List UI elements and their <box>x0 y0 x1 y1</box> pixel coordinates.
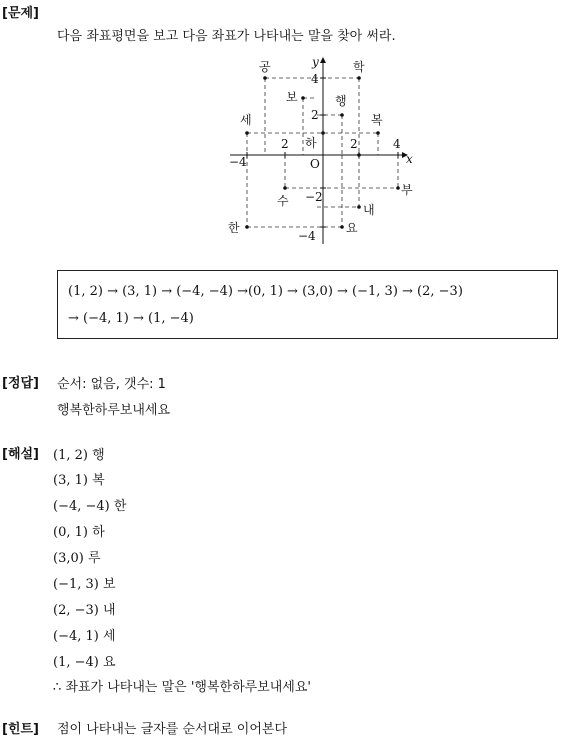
origin-label: O <box>310 157 320 171</box>
hint-tag: [힌트] <box>2 722 39 737</box>
tick-label: −4 <box>298 229 316 243</box>
explanation-item: (−4, −4) 한 <box>53 499 127 514</box>
point-label: 학 <box>353 60 365 74</box>
tick-label: 4 <box>311 72 319 86</box>
explanation-tag: [해설] <box>2 447 39 462</box>
point-yo <box>340 225 344 229</box>
tick-label: 2 <box>311 108 319 122</box>
point-label: 행 <box>335 94 347 108</box>
answer-tag: [정답] <box>2 376 39 391</box>
point-se <box>245 131 249 135</box>
point-label: 보 <box>286 90 298 104</box>
point-label: 하 <box>305 136 317 150</box>
tick-label: 2 <box>281 137 289 151</box>
point-ru <box>357 153 361 157</box>
point-haeng <box>340 113 344 117</box>
sequence-line-2: → (−4, 1) → (1, −4) <box>68 311 194 326</box>
hint-text: 점이 나타내는 글자를 순서대로 이어본다 <box>57 722 288 737</box>
point-label: 한 <box>228 221 240 235</box>
explanation-conclusion: ∴ 좌표가 나타내는 말은 '행복한하루보내세요' <box>53 680 311 695</box>
point-bu <box>396 186 400 190</box>
point-han <box>245 225 249 229</box>
y-axis-label: y <box>312 55 319 69</box>
point-bok <box>376 131 380 135</box>
point-bo <box>301 96 305 100</box>
explanation-item: (−1, 3) 보 <box>53 577 116 592</box>
explanation-item: (1, −4) 요 <box>53 655 116 670</box>
x-axis-label: x <box>406 152 413 166</box>
point-nae <box>357 205 361 209</box>
point-label: 복 <box>371 113 383 127</box>
problem-tag: [문제] <box>2 6 39 21</box>
explanation-item: (3,0) 루 <box>53 551 101 566</box>
explanation-item: (3, 1) 복 <box>53 473 105 488</box>
tick-label: −4 <box>229 155 247 169</box>
point-label: 공 <box>259 60 271 74</box>
tick-label: 2 <box>350 137 358 151</box>
point-su <box>283 186 287 190</box>
explanation-item: (−4, 1) 세 <box>53 629 116 644</box>
problem-text: 다음 좌표평면을 보고 다음 좌표가 나타내는 말을 찾아 써라. <box>57 29 396 44</box>
point-label: 내 <box>363 203 375 217</box>
coordinate-plane <box>222 52 422 252</box>
point-label: 세 <box>240 113 252 127</box>
point-ha <box>321 131 325 135</box>
tick-label: 4 <box>393 137 401 151</box>
point-gong <box>263 76 267 80</box>
point-hak <box>357 76 361 80</box>
point-label: 요 <box>346 221 358 235</box>
tick-label: −2 <box>305 190 323 204</box>
sequence-line-1: (1, 2) → (3, 1) → (−4, −4) →(0, 1) → (3,0) → (−1, 3) → (2, −3) <box>68 284 463 299</box>
answer-line-2: 행복한하루보내세요 <box>57 403 171 418</box>
answer-line-1: 순서: 없음, 갯수: 1 <box>57 377 166 392</box>
point-label: 수 <box>277 194 289 208</box>
explanation-item: (2, −3) 내 <box>53 603 116 618</box>
explanation-item: (0, 1) 하 <box>53 525 105 540</box>
explanation-item: (1, 2) 행 <box>53 448 105 463</box>
sequence-box <box>57 270 558 339</box>
point-label: 부 <box>401 183 413 197</box>
